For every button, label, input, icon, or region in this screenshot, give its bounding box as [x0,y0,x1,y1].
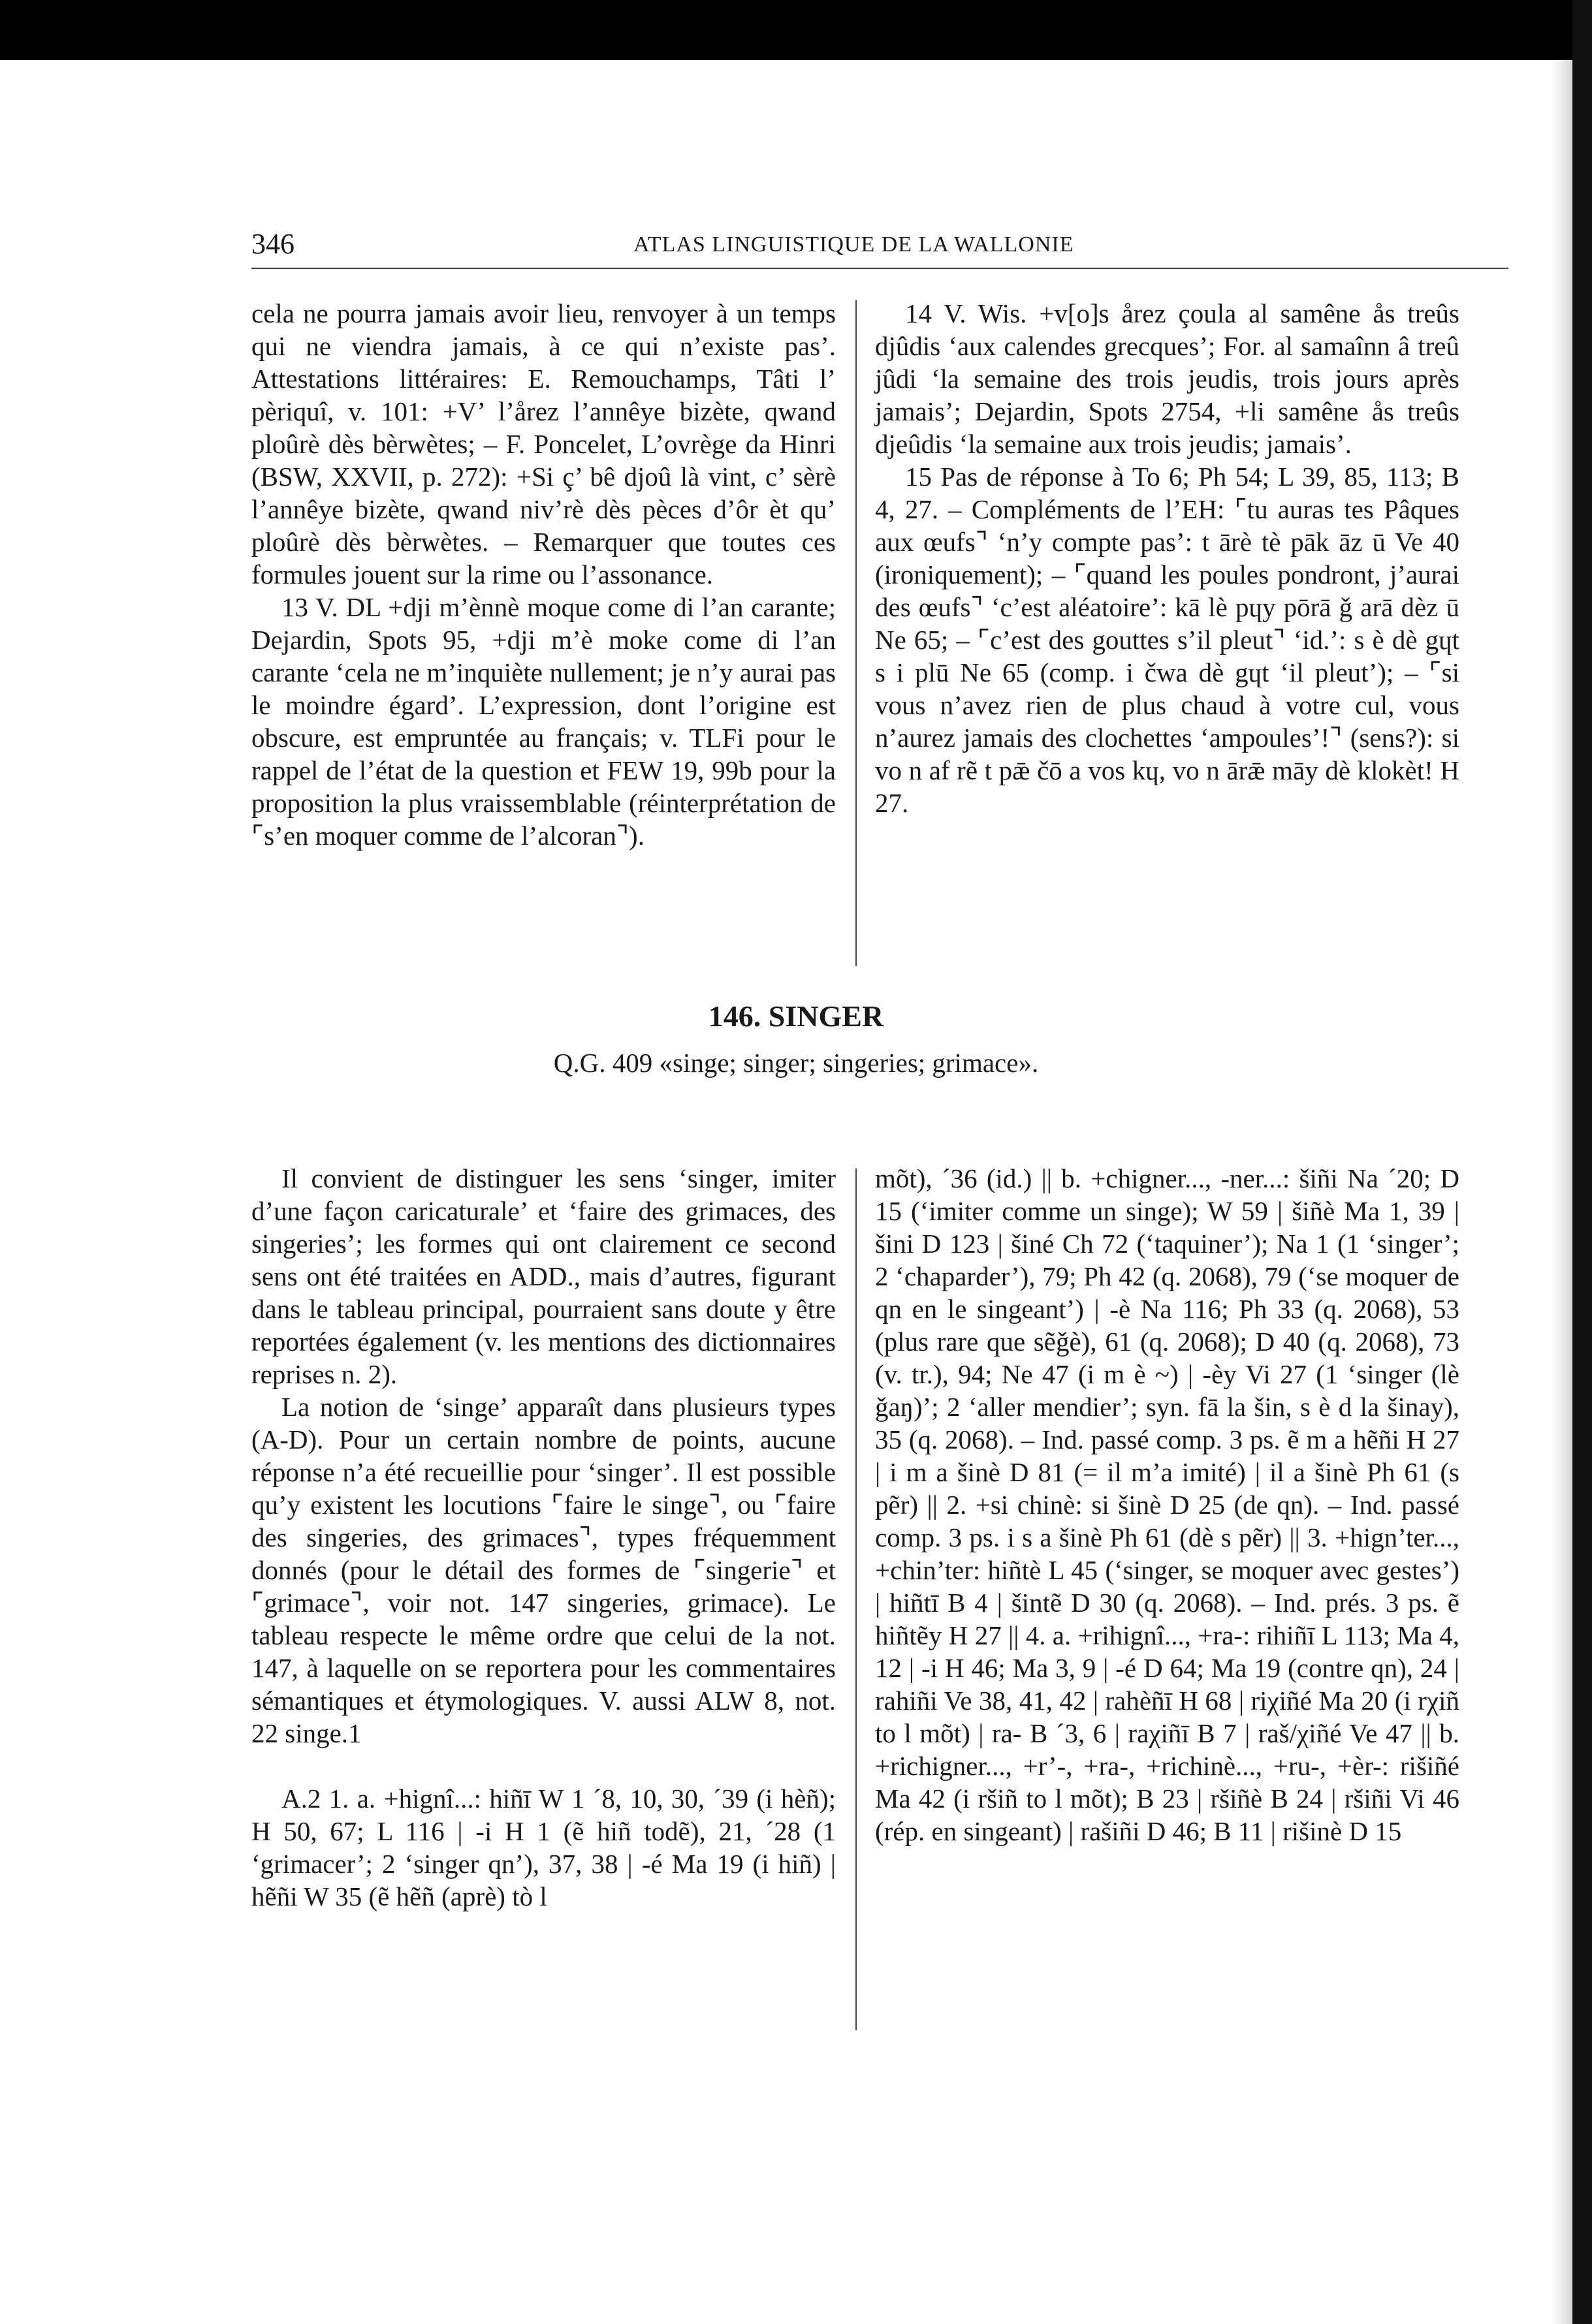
notes-left-column [251,297,836,852]
body-paragraph-right: mõt), ´36 (id.) || b. +chigner..., -ner...: šiñi Na ´20; D 15 (‘imiter comme un singe); W 59 | šiñè Ma 1, 39 | šini D 123 | šiné Ch 72 (‘taquiner’); Na 1 (1 ‘singer’; 2 ‘chaparder’), 79; Ph 42 (q. 2068), 79 (‘se moquer de qn en le singeant’) | -è Na 116; Ph 33 (q. 2068), 53 (plus rare que sẽǧè), 61 (q. 2068); D 40 (q. 2068), 73 (v. tr.), 94; Ne 47 (i m è ~) | -èy Vi 27 (1 ‘singer (lè ǧaŋ)’; 2 ‘aller mendier’; syn. fā la šin, s è d la šinay), 35 (q. 2068). – Ind. passé comp. 3 ps. ẽ m a hẽñi H 27 | i m a šinè D 81 (= il m’a imité) | il a šinè Ph 61 (s pẽr) || 2. +si chinè: si šinè D 25 (de qn). – Ind. passé comp. 3 ps. i s a šinè Ph 61 (dè s pẽr) || 3. +hign’ter..., +chin’ter: hiñtè L 45 (‘singer, se moquer avec gestes’) | hiñtī B 4 | šintẽ D 30 (q. 2068). – Ind. prés. 3 ps. ẽ hiñtẽy H 27 || 4. a. +rihignî..., +ra-: rihiñī L 113; Ma 4, 12 | -i H 46; Ma 3, 9 | -é D 64; Ma 19 (contre qn), 24 | rahiñi Ve 38, 41, 42 | rahèñī H 68 | riχiñé Ma 20 (i rχiñ to l mõt) | ra- B ´3, 6 | raχiñī B 7 | raš/χiñé Ve 47 || b. +richigner..., +r’-, +ra-, +richinè..., +ru-, +èr-: rišiñé Ma 42 (i ršiñ to l mõt); B 23 | ršiñè B 24 | ršiñi Vi 46 (rép. en singeant) | rašiñi D 46; B 11 | rišinè D 15 [875,1163,1459,1846]
scan-right-border [1572,0,1592,2324]
body-left-column [251,1162,836,1913]
note-14: 14 V. Wis. +v[o]s årez çoula al samêne ås treûs djûdis ‘aux calendes grecques’; For. al samaînn â treû jûdi ‘la semaine des trois jeudis, trois jours après jamais’; Dejardin, Spots 2754, +li samêne ås treûs djeûdis ‘la semaine aux trois jeudis; jamais’. [875,298,1459,459]
note-15: 15 Pas de réponse à To 6; Ph 54; L 39, 85, 113; B 4, 27. – Compléments de l’EH: ⌜tu auras tes Pâques aux œufs⌝ ‘n’y compte pas’: t ārè tè pāk āz ū Ve 40 (ironiquement); – ⌜quand les poules pondront, j’aurai des œufs⌝ ‘c’est aléatoire’: kā lè pɥy pōrā ǧ arā dèz ū Ne 65; – ⌜c’est des gouttes s’il pleut⌝ ‘id.’: s è dè gɥt s i plū Ne 65 (comp. i čwa dè gɥt ‘il pleut’); – ⌜si vous n’avez rien de plus chaud à votre cul, vous n’aurez jamais des clochettes ‘ampoules’!⌝ (sens?): si vo n af rẽ t pǣ čō a vos kɥ, vo n ārǣ māy dè klokèt! H 27. [875,462,1459,818]
running-title: ATLAS LINGUISTIQUE DE LA WALLONIE [633,232,1074,257]
question-reference: Q.G. 409 «singe; singer; singeries; grimace». [553,1048,1039,1078]
body-paragraph-1: Il convient de distinguer les sens ‘singer, imiter d’une façon caricaturale’ et ‘faire des grimaces, des singeries’; les formes qui ont clairement ce second sens ont été traitées en ADD., mais d’autres, figurant dans le tableau principal, pourraient sans doute y être reportées également (v. les mentions des dictionnaires reprises n. 2). [251,1163,836,1389]
column-divider-top [855,300,857,966]
scan-edge-shadow [1551,60,1572,2324]
column-divider-body [855,1169,857,2030]
page-number: 346 [251,228,295,260]
notes-right-column [875,297,1459,819]
body-paragraph-type-a: A.2 1. a. +hignî...: hiñī W 1 ´8, 10, 30, ´39 (i hèñ); H 50, 67; L 116 | -i H 1 (ẽ hiñ todẽ), 21, ´28 (1 ‘grimacer’; 2 ‘singer qn’), 37, 38 | -é Ma 19 (i hiñ) | hẽñi W 35 (ẽ hẽñ (aprè) tò l [251,1783,836,1911]
body-right-column [875,1162,1459,1847]
note-13: 13 V. DL +dji m’ènnè moque come di l’an carante; Dejardin, Spots 95, +dji m’è moke come di l’an carante ‘cela ne m’inquiète nullement; je n’y aurai pas le moindre égard’. L’expression, dont l’origine est obscure, est empruntée au français; v. TLFi pour le rappel de l’état de la question et FEW 19, 99b pour la proposition la plus vraissemblable (réinterprétation de ⌜s’en moquer comme de l’alcoran⌝). [251,592,836,851]
scan-top-border [0,0,1592,60]
body-paragraph-2: La notion de ‘singe’ apparaît dans plusieurs types (A-D). Pour un certain nombre de points, aucune réponse n’a été recueillie pour ‘singer’. Il est possible qu’y existent les locutions ⌜faire le singe⌝, ou ⌜faire des singeries, des grimaces⌝, types fréquemment donnés (pour le détail des formes de ⌜singerie⌝ et ⌜grimace⌝, voir not. 147 singeries, grimace). Le tableau respecte le même ordre que celui de la not. 147, à laquelle on se reportera pour les commentaires sémantiques et étymologiques. V. aussi ALW 8, not. 22 singe.1 [251,1392,836,1748]
section-title: 146. SINGER [708,999,884,1033]
note-12-continued: cela ne pourra jamais avoir lieu, renvoyer à un temps qui ne viendra jamais, à ce qui n’existe pas’. Attestations littéraires: E. Remouchamps, Tâti l’ pèriquî, v. 101: +V’ l’årez l’annêye bizète, qwand ploûrè dès bèrwètes; – F. Poncelet, L’ovrège da Hinri (BSW, XXVII, p. 272): +Si ç’ bê djoû là vint, c’ sèrè l’annêye bizète, qwand niv’rè dès pèces d’ôr èt qu’ ploûrè dès bèrwètes. – Remarquer que toutes ces formules jouent sur la rime ou l’assonance. [251,298,836,589]
running-header [251,227,1508,269]
